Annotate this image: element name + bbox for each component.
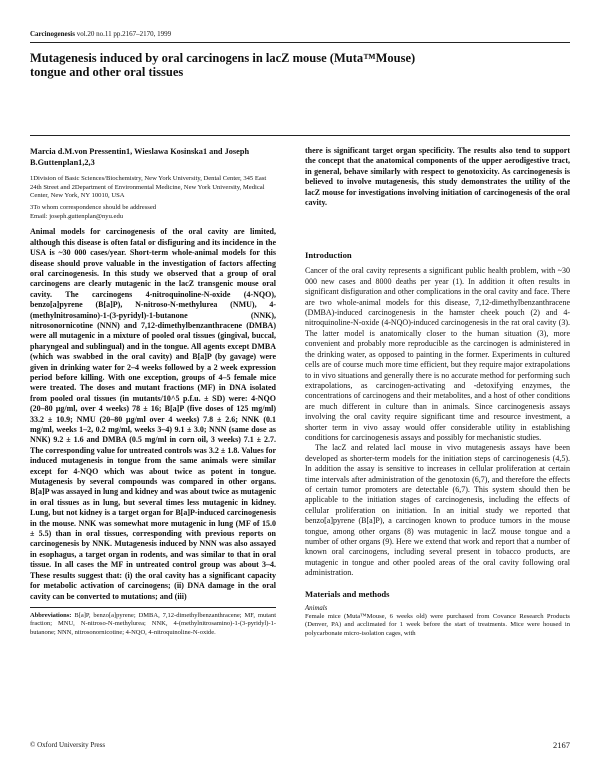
methods-subheading: Animals [305,604,328,612]
introduction-heading: Introduction [305,250,352,261]
left-column [30,146,276,637]
article-title: Mutagenesis induced by oral carcinogens in lacZ mouse (Muta™Mouse) tongue and other oral tissues [30,51,416,79]
header-rule [30,42,570,43]
page-number: 2167 [553,740,570,750]
correspondence-note: 3To whom correspondence should be addressed [30,204,157,212]
publisher-copyright: © Oxford University Press [30,741,106,749]
journal-name: Carcinogenesis [30,30,75,38]
methods-paragraph: Female mice (Muta™Mouse, 6 weeks old) were purchased from Covance Research Products (Denver, PA) and acclimated for 1 week before the start of treatments. Mice were housed in polycarbonate micro-isolation cages, with [305,612,570,637]
methods-heading: Materials and methods [305,588,390,599]
right-column [305,146,570,638]
citation-details: vol.20 no.11 pp.2167–2170, 1999 [74,30,172,38]
abbreviations-text: B[a]P, benzo[a]pyrene; DMBA, 7,12-dimethylbenzanthracene; MF, mutant fraction; MNU, N-nitroso-N-methylurea; NNK, 4-(methylnitrosamino)-1-(3-pyridyl)-1-butanone; NNN, nitrosonornicotine; 4-NQO, 4-nitroquinoline-N-oxide. [30,611,276,636]
abbreviations [30,612,276,637]
email-address: Email: joseph.guttenplan@nyu.edu [30,212,124,220]
author-list: Marcia d.M.von Pressentin1, Wieslawa Kosinska1 and Joseph B.Guttenplan1,2,3 [30,147,250,167]
affiliation: 1Division of Basic Sciences/Biochemistry, New York University, Dental Center, 345 East 24th Street and 2Department of Environmental Medicine, New York University, Medical Center, New York, NY 10010, USA [30,175,267,200]
abstract-continued: there is significant target organ specificity. The results also tend to support the concept that the anatomical components of the upper aerodigestive tract, in general, behave similarly with respect to genotoxicity. As carcinogenesis is believed to involve mutagenesis, this study demonstrates the utility of the lacZ mouse for investigations involving initiation of carcinogenesis of the oral cavity. [305,146,570,208]
introduction-paragraph: The lacZ and related lacI mouse in vivo mutagenesis assays have been developed as shorter-term models for the initiation steps of carcinogenesis (4,5). In addition the assay is sensitive to increases in cellular proliferation at certain time intervals after administration of the genotoxin (6,7), and therefore the effects of certain tumor promoters are detectable (6,7). This system should then be applicable to the initiation stages of carcinogenesis, including the effects of cellular proliferation on initiation. In an initial study we reported that benzo[a]pyrene (B[a]P), a carcinogen known to produce tumors in the mouse tongue, among other organs (8) was mutagenic in lacZ mouse tongue and a number of other organs (9). Here we extend that work and report that a number of known oral carcinogens, including several present in tobacco products, are mutagenic in tongue and other pooled areas of the oral cavity following oral administration. [305,443,570,578]
introduction-paragraph: Cancer of the oral cavity represents a significant public health problem, with ~30 000 new cases and 8000 deaths per year (1). In addition it often results in significant disfiguration and other complications in the oral cavity and face. There are two whole-animal models for this disease, 7,12-dimethylbenzanthracene (DMBA)-induced carcinogenesis in the hamster cheek pouch (2) and 4-nitroquinoline-N-oxide (4-NQO)-induced carcinogenesis in the rat oral cavity (3). The latter model is anatomically closer to the human situation (3), more convenient and probably more reproducible as the carcinogen is administered in the drinking water, as opposed to painting in the former. Experiments in cultured cells are of course much more time efficient, but they require major extrapolations to in vivo situations and generally there is no accurate method for performing such extrapolations, as carcinogen-activating and -detoxifying enzymes, the concentrations of carcinogens and their metabolites, and a host of other conditions are much different in culture than in animals. Since carcinogenesis assays involving the oral cavity require significant time and resource investment, a shorter term in vivo assay would offer considerable utility in establishing conditions for carcinogenesis assays and possibly for mechanistic studies. [305,266,570,442]
abstract: Animal models for carcinogenesis of the oral cavity are limited, although this disease is often fatal or disfiguring and its incidence in the USA is ~30 000 cases/year. Short-term whole-animal models for this disease should prove valuable in the investigation of factors affecting oral carcinogenesis. In this study we observed that a group of oral carcinogens are clearly mutagenic in the lacZ transgenic mouse oral cavity. The carcinogens 4-nitroquinoline-N-oxide (4-NQO), benzo[a]pyrene (B[a]P), N-nitroso-N-methylurea (NMU), 4-(methylnitrosamino)-1-(3-pyridyl)-1-butanone (NNK), nitrosonornicotine (NNN) and 7,12-dimethylbenzanthracene (DMBA) were all mutagenic in a mixture of pooled oral tissues (gingival, buccal, pharyngeal and sublingual) and in the tongue. All agents except DMBA (which was swabbed in the oral cavity) and B[a]P (by gavage) were given in drinking water for 2–4 weeks followed by a 2 week expression period before killing. With one exception, groups of 4–5 female mice were treated. The doses and mutant fractions (MF) in DNA isolated from pooled oral tissues (in mutants/10^5 p.f.u. ± SD) were: 4-NQO (20–80 μg/ml, over 4 weeks) 78 ± 16; B[a]P (five doses of 125 mg/ml) 33.2 ± 10.9; NMU (20–80 μg/ml over 4 weeks) 7.8 ± 2.6; NNK (0.1 mg/ml, weeks 1–2, 0.2 mg/ml, weeks 3–4) 9.1 ± 3.0; NNN (same dose as NNK) 9.2 ± 1.6 and DMBA (0.5 mg/ml in corn oil, 3 weeks) 7.1 ± 2.7. The corresponding value for untreated controls was 3.2 ± 1.8. Values for induced mutagenesis in tongue from the same animals were similar except for 4-NQO which was about twice as potent in tongue. Mutagenesis by several compounds was compared in other organs. B[a]P was assayed in lung and kidney and was about twice as mutagenic in oral tissues as in lung, but several times less mutagenic in kidney. Lung, but not kidney is a target organ for B[a]P-induced carcinogenesis in the mouse. NNK was somewhat more mutagenic in lung (MF of 15.0 ± 5.5) than in oral tissues, corresponding with previous reports on carcinogenesis by NNK. Mutagenesis induced by NNN was also assayed in esophagus, a target organ in rodents, and was similar to that in oral tissue. In all cases the MF in untreated control group was about 3–4. These results suggest that: (i) the oral cavity has a significant capacity for metabolic activation of carcinogens; (ii) DNA damage in the oral cavity can be converted to mutations; and (iii) [30,227,276,601]
journal-citation [30,30,171,39]
abbreviations-rule [30,607,276,608]
abbreviations-label: Abbreviations: [30,611,72,619]
title-rule [30,135,570,136]
